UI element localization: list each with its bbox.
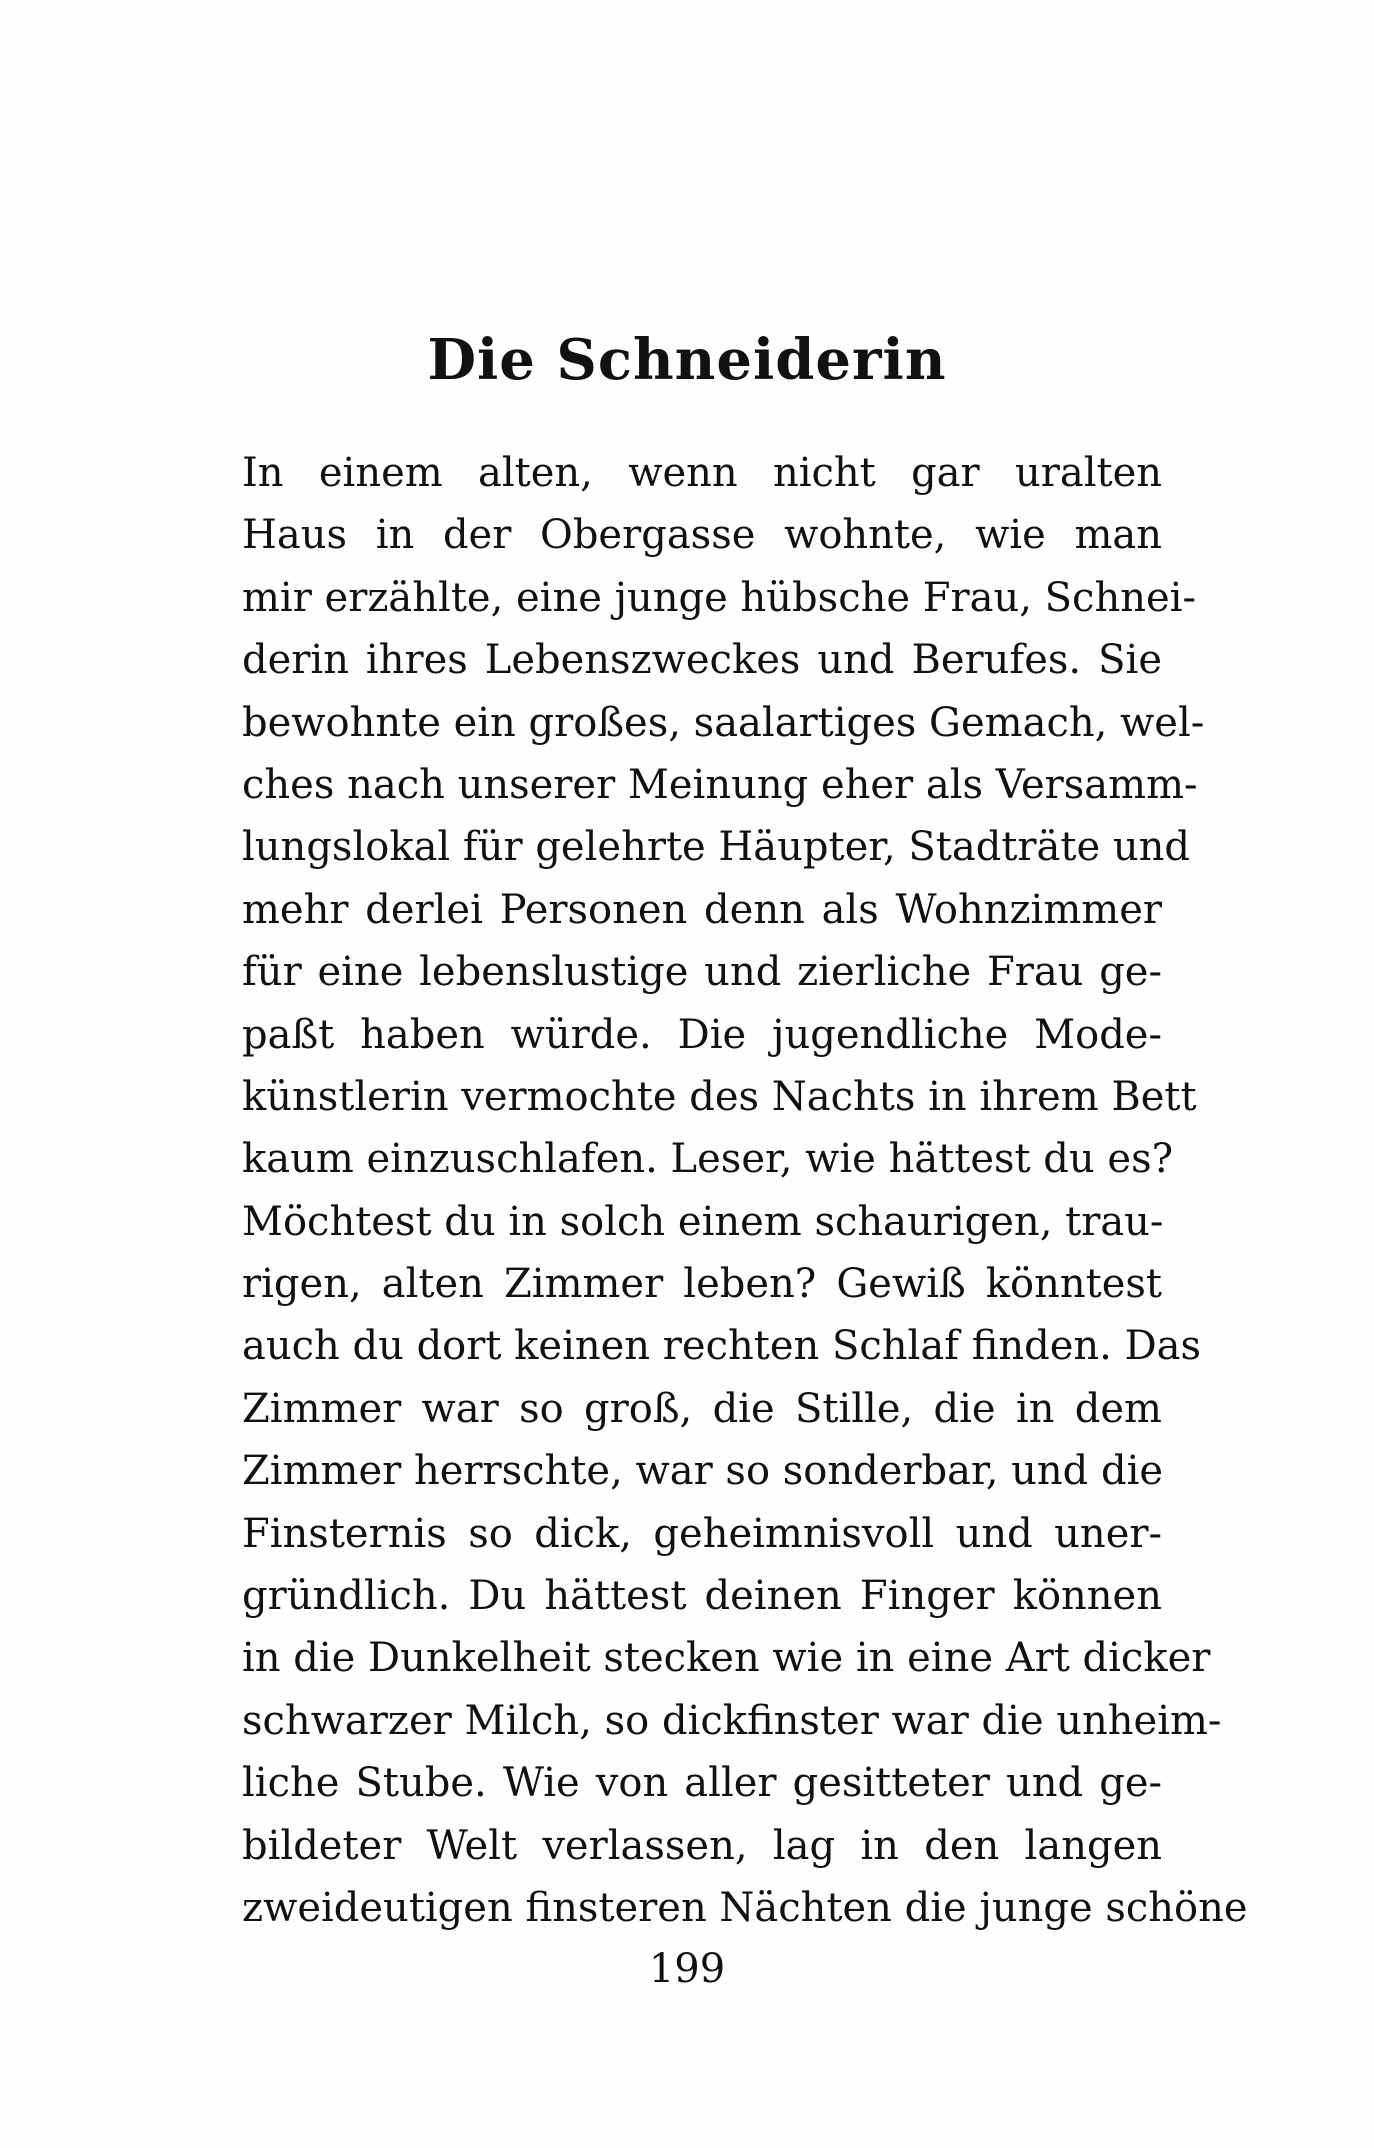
text-line: ches nach unserer Meinung eher als Versamm- [242, 761, 1198, 808]
text-line: Finsternis so dick, geheimnisvoll und uner- [242, 1510, 1162, 1557]
text-line: Zimmer war so groß, die Stille, die in dem [242, 1385, 1162, 1432]
chapter-title: Die Schneiderin [427, 327, 947, 393]
page-number: 199 [648, 1946, 726, 1992]
text-line: kaum einzuschlafen. Leser, wie hättest du es? [242, 1136, 1174, 1183]
text-line: derin ihres Lebenszweckes und Berufes. Sie [242, 637, 1162, 684]
text-line: lungslokal für gelehrte Häupter, Stadträte und [242, 824, 1190, 871]
text-line: gründlich. Du hättest deinen Finger können [242, 1573, 1162, 1620]
text-line: für eine lebenslustige und zierliche Frau ge- [242, 949, 1162, 996]
text-line: zweideutigen finsteren Nächten die junge schöne [242, 1884, 1248, 1931]
text-line: in die Dunkelheit stecken wie in eine Art dicker [242, 1635, 1211, 1682]
text-line: künstlerin vermochte des Nachts in ihrem Bett [242, 1073, 1197, 1120]
text-line: Haus in der Obergasse wohnte, wie man [242, 512, 1162, 559]
text-line: bildeter Welt verlassen, lag in den langen [242, 1822, 1162, 1869]
text-line: In einem alten, wenn nicht gar uralten [242, 450, 1162, 496]
text-line: schwarzer Milch, so dickfinster war die unheim- [242, 1697, 1222, 1744]
body-text [242, 442, 1248, 1939]
text-line: Zimmer herrschte, war so sonderbar, und die [242, 1448, 1164, 1495]
text-line: rigen, alten Zimmer leben? Gewiß könntest [242, 1261, 1162, 1308]
text-line: Möchtest du in solch einem schaurigen, trau- [242, 1198, 1164, 1245]
text-line: mir erzählte, eine junge hübsche Frau, Schnei- [242, 574, 1196, 621]
text-line: bewohnte ein großes, saalartiges Gemach, wel- [242, 699, 1205, 746]
text-line: mehr derlei Personen denn als Wohnzimmer [242, 886, 1162, 933]
text-line: paßt haben würde. Die jugendliche Mode- [242, 1011, 1162, 1058]
text-line: auch du dort keinen rechten Schlaf finden. Das [242, 1323, 1202, 1370]
text-line: liche Stube. Wie von aller gesitteter und ge- [242, 1760, 1162, 1807]
